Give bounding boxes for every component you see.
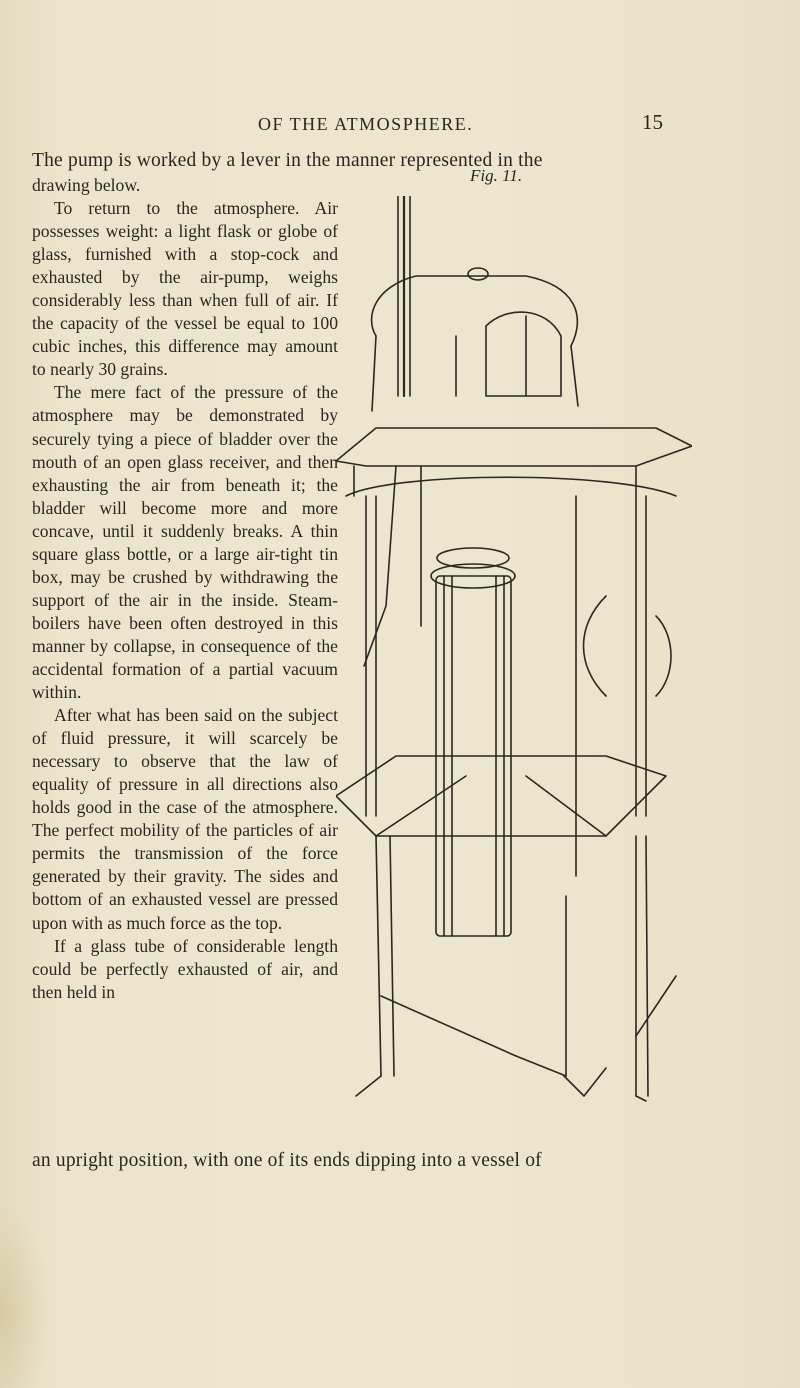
text-line-last: an upright position, with one of its ends dipping into a vessel of: [32, 1150, 542, 1171]
page-number: 15: [642, 110, 663, 134]
text-line-first: The pump is worked by a lever in the manner represented in the: [32, 150, 543, 171]
paragraph-continuation: drawing below.: [32, 175, 141, 195]
table-leg-left: [376, 836, 381, 1076]
paragraph-pressure-demo: The mere fact of the pressure of the atmosphere may be demonstrated by securely tying a piece of bladder over the mouth of an open glass receiver, and then exhausting the air from beneath it; the bladder will become more and more concave, until it suddenly breaks. A thin square glass bottle, or a large air-tight tin box, may be crushed by withdrawing the support of the air in the inside. Steam-boilers have been often destroyed in this manner by collapse, in consequence of the accidental formation of a partial vacuum within.: [32, 382, 338, 703]
running-title: OF THE ATMOSPHERE.: [258, 114, 474, 134]
paragraph-glass-tube: If a glass tube of considerable length could be perfectly exhausted of air, and then held in: [32, 935, 338, 1002]
paragraph-air-weight: To return to the atmosphere. Air possesses weight: a light flask or globe of glass, furnished with a stop-cock and exhausted by the air-pump, weighs considerably less than when full of air. If the capacity of the vessel be equal to 100 cubic inches, this difference may amount to nearly 30 grains.: [32, 198, 338, 380]
air-pump-engraving: [336, 196, 692, 1136]
running-head: [0, 108, 800, 138]
bell-jar: [372, 276, 578, 346]
page-stain: [0, 1200, 50, 1388]
pump-plate: [336, 428, 692, 466]
paragraph-equality-of-pressure: After what has been said on the subject of fluid pressure, it will scarcely be necessary to observe that the law of equality of pressure in all directions also holds good in the case of the atmosphere. The perfect mobility of the particles of air permits the transmission of the force generated by their gravity. The sides and bottom of an exhausted vessel are pressed upon with as much force as the top.: [32, 705, 338, 933]
figure-label: Fig. 11.: [470, 166, 523, 185]
lever: [364, 466, 396, 666]
text-column: [32, 174, 338, 1004]
middle-shelf: [336, 756, 666, 836]
